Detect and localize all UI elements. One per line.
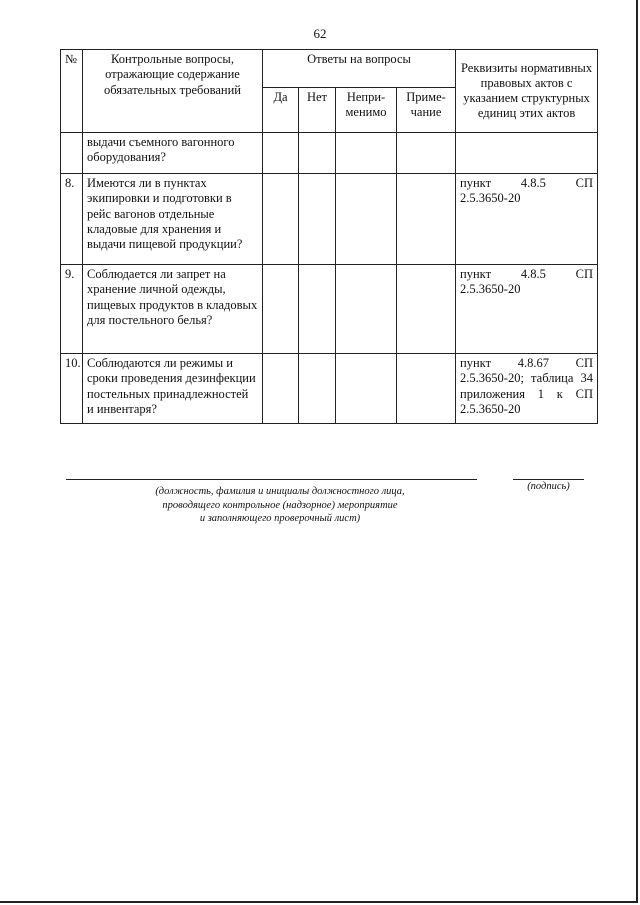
requisite-word: пункт [460,176,492,190]
signature-line[interactable] [513,479,584,480]
official-caption-line: и заполняющего проверочный лист) [199,513,361,525]
row-number: 8. [61,174,83,265]
requisite-word: к [556,386,563,401]
requisite-word: СП [575,176,594,190]
row-question: выдачи съемного вагонного оборудования? [83,133,263,174]
answer-no-cell[interactable] [299,265,336,354]
header-not-applicable: Непри-менимо [336,88,397,133]
requisite-word: 4.8.5 [520,176,546,190]
requisite-word: СП [575,386,594,401]
header-yes: Да [263,88,299,133]
table-row [61,354,598,424]
header-number: № [61,50,83,133]
header-note: Приме-чание [397,88,456,133]
table-row [61,133,598,174]
requisite-word: 4.8.5 [520,267,546,281]
requisite-word: 34 [580,371,594,386]
answer-note-cell[interactable] [397,174,456,265]
answer-no-cell[interactable] [299,133,336,174]
answer-note-cell[interactable] [397,265,456,354]
row-number [61,133,83,174]
answer-yes-cell[interactable] [263,354,299,424]
requisite-word: пункт [460,356,492,370]
header-no: Нет [299,88,336,133]
requisite-word: 2.5.3650-20; [460,371,524,386]
requisite-line [460,356,593,371]
table-row [61,174,598,265]
row-requisites [456,265,598,354]
row-question: Соблюдается ли запрет на хранение личной одежды, пищевых продуктов в кладовых для постельного белья? [83,265,263,354]
checklist-table [60,49,598,424]
requisite-line [460,267,593,282]
header-questions: Контрольные вопросы, отражающие содержание обязательных требований [83,50,263,133]
answer-not-applicable-cell[interactable] [336,354,397,424]
answer-yes-cell[interactable] [263,133,299,174]
row-question: Соблюдаются ли режимы и сроки проведения дезинфекции постельных принадлежностей и инвентаря? [83,354,263,424]
row-number: 10. [61,354,83,424]
answer-no-cell[interactable] [299,354,336,424]
official-signature-line[interactable] [66,479,477,480]
official-caption-line: проводящего контрольное (надзорное) мероприятие [162,499,398,511]
answer-note-cell[interactable] [397,133,456,174]
row-requisites [456,174,598,265]
requisite-word: приложения [460,386,526,401]
official-caption [130,485,430,526]
requisite-word: таблица [531,371,574,386]
requisite-line: 2.5.3650-20 [460,401,521,416]
row-question: Имеются ли в пунктах экипировки и подготовки в рейс вагонов отдельные кладовые для хранения и выдачи пищевой продукции? [83,174,263,265]
answer-not-applicable-cell[interactable] [336,174,397,265]
requisite-word: 4.8.67 [517,356,549,370]
signature-caption: (подпись) [527,481,570,492]
answer-note-cell[interactable] [397,354,456,424]
row-requisites [456,133,598,174]
answer-not-applicable-cell[interactable] [336,133,397,174]
requisite-word: СП [575,267,594,281]
answer-no-cell[interactable] [299,174,336,265]
answer-yes-cell[interactable] [263,174,299,265]
answer-yes-cell[interactable] [263,265,299,354]
table-row [61,265,598,354]
requisite-line [460,371,593,386]
requisite-line: 2.5.3650-20 [460,282,521,297]
row-number: 9. [61,265,83,354]
requisite-word: 1 [537,386,545,401]
requisite-line [460,387,593,402]
official-caption-line: (должность, фамилия и инициалы должностного лица, [155,486,405,497]
requisite-word: пункт [460,267,492,281]
requisite-line [460,176,593,191]
page-number: 62 [313,26,327,41]
row-requisites [456,354,598,424]
requisite-word: СП [575,356,594,370]
header-requisites: Реквизиты нормативных правовых актов с указанием структурных единиц этих актов [456,50,598,133]
header-answers: Ответы на вопросы [263,50,456,88]
answer-not-applicable-cell[interactable] [336,265,397,354]
requisite-line: 2.5.3650-20 [460,191,521,206]
